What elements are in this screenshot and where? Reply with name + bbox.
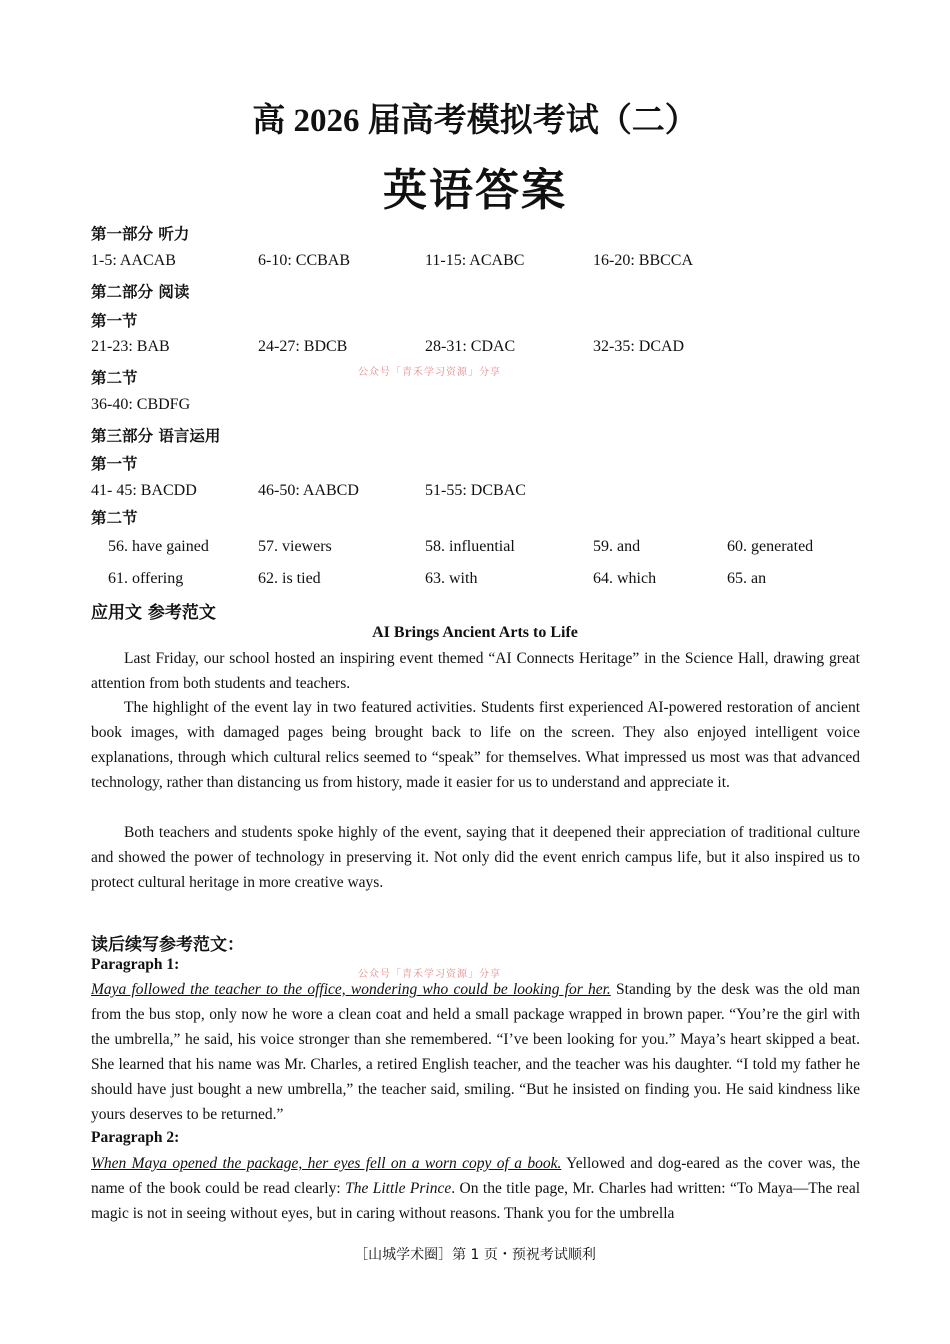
writing-heading: 应用文 参考范文 [91, 603, 216, 623]
part3-heading: 第三部分 语言运用 [91, 427, 221, 445]
blank-answer: 61. offering [108, 570, 184, 587]
answer-group: 36-40: CBDFG [91, 396, 191, 413]
section-heading: 第一节 [91, 312, 138, 330]
blank-answer: 64. which [593, 570, 657, 587]
section-heading: 第一节 [91, 455, 138, 473]
blank-answer: 63. with [425, 570, 478, 587]
answer-group: 1-5: AACAB [91, 252, 176, 269]
blank-answer: 58. influential [425, 538, 515, 555]
book-title: The Little Prince [345, 1180, 452, 1197]
blank-answer: 57. viewers [258, 538, 332, 555]
paragraph-text: . On the title page, Mr. Charles had written: “To Maya—The real magic is not in seeing without eyes, but in caring without reasons. Thank you for the umbrella [91, 1180, 861, 1222]
given-opening-sentence: Maya followed the teacher to the office, wondering who could be looking for her. [91, 981, 611, 998]
essay-paragraph: Last Friday, our school hosted an inspiring event themed “AI Connects Heritage” in the Science Hall, drawing great attention from both students and teachers. [91, 650, 860, 692]
watermark: 公众号「青禾学习资源」分享 [358, 367, 501, 378]
paragraph-label: Paragraph 1: [91, 956, 180, 973]
essay-title: AI Brings Ancient Arts to Life [372, 624, 578, 641]
continuation-paragraph-2 [91, 1151, 860, 1226]
answer-group: 11-15: ACABC [425, 252, 525, 269]
paragraph-label: Paragraph 2: [91, 1129, 180, 1146]
blank-answer: 56. have gained [108, 538, 209, 555]
section-heading: 第二节 [91, 509, 138, 527]
paragraph-text: Yellowed and dog-eared as the cover was, the name of the book could be read clearly: [91, 1155, 860, 1197]
blank-answer: 59. and [593, 538, 641, 555]
answer-group: 21-23: BAB [91, 338, 170, 355]
continuation-paragraph-1 [91, 977, 860, 1127]
continuation-heading: 读后续写参考范文： [91, 935, 244, 955]
answer-group: 16-20: BBCCA [593, 252, 694, 269]
essay-paragraph: Both teachers and students spoke highly of the event, saying that it deepened their appreciation of traditional culture and showed the power of technology in preserving it. Not only did the event enrich campus life, but it also inspired us to protect cultural heritage in more creative ways. [91, 824, 860, 891]
given-opening-sentence: When Maya opened the package, her eyes fell on a worn copy of a book. [91, 1155, 562, 1172]
blank-answer: 62. is tied [258, 570, 321, 587]
answer-group: 32-35: DCAD [593, 338, 685, 355]
answer-group: 41- 45: BACDD [91, 482, 197, 499]
answer-group: 6-10: CCBAB [258, 252, 351, 269]
watermark: 公众号「青禾学习资源」分享 [358, 969, 501, 980]
answer-group: 46-50: AABCD [258, 482, 359, 499]
part1-heading: 第一部分 听力 [91, 225, 190, 243]
blank-answer: 65. an [727, 570, 767, 587]
section-heading: 第二节 [91, 369, 138, 387]
answer-group: 24-27: BDCB [258, 338, 348, 355]
paragraph-text: Standing by the desk was the old man from the bus stop, only now he wore a clean coat and held a small package wrapped in brown paper. “You’re the girl with the umbrella,” he said, his voice stronger than she remembered. “I’ve been looking for you.” Maya’s heart skipped a beat. She learned that his name was Mr. Charles, a retired English teacher, and the teacher was his daughter. “I told my father he should have just bought a new umbrella,” the teacher said, smiling. “But he insisted on finding you. He said kindness like yours deserves to be returned.” [91, 981, 861, 1123]
part2-heading: 第二部分 阅读 [91, 283, 190, 301]
essay-paragraph: The highlight of the event lay in two featured activities. Students first experienced AI-powered restoration of ancient book images, with damaged pages being brought back to life on the screen. They also enjoyed intelligent voice explanations, through which cultural relics seemed to “speak” for themselves. What impressed us most was that advanced technology, rather than distancing us from history, made it easier for us to understand and appreciate it. [91, 699, 860, 791]
answer-group: 28-31: CDAC [425, 338, 516, 355]
blank-answer: 60. generated [727, 538, 814, 555]
page-footer: ［山城学术圈］第 1 页・预祝考试顺利 [354, 1247, 596, 1263]
page-subtitle: 英语答案 [383, 165, 567, 216]
answer-group: 51-55: DCBAC [425, 482, 526, 499]
page-title: 高 2026 届高考模拟考试（二） [252, 103, 698, 139]
